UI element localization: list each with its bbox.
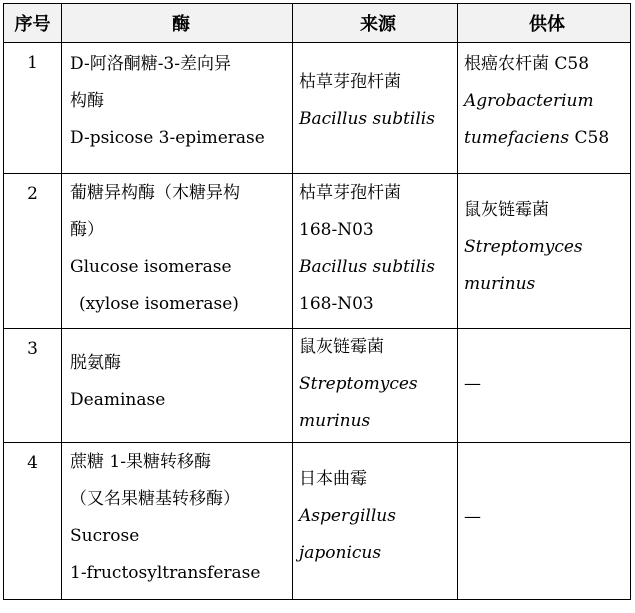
source-name-cn: 枯草芽孢杆菌	[299, 183, 401, 203]
donor-cell	[458, 443, 631, 600]
enzyme-cell	[62, 43, 293, 174]
table-row	[4, 43, 631, 174]
donor-name-latin-cont: murinus	[464, 274, 536, 294]
row-number-cell	[4, 174, 62, 329]
donor-name-latin: Agrobacterium	[464, 91, 594, 111]
enzyme-cell	[62, 174, 293, 329]
enzyme-name-cn-alt: （又名果糖基转移酶）	[70, 489, 240, 509]
row-number: 2	[27, 184, 38, 204]
header-number: 序号	[4, 4, 62, 43]
table-row	[4, 329, 631, 443]
enzyme-name-en: Deaminase	[70, 390, 166, 410]
enzyme-cell	[62, 329, 293, 443]
source-name-latin: Streptomyces	[299, 374, 418, 394]
row-number: 4	[27, 453, 38, 473]
enzyme-name-cn: 蔗糖 1-果糖转移酶	[70, 452, 211, 472]
donor-name-cn: 根癌农杆菌 C58	[464, 54, 590, 74]
enzyme-name-en: Sucrose	[70, 526, 140, 546]
enzyme-table	[3, 3, 631, 600]
table-row	[4, 443, 631, 600]
row-number: 1	[27, 53, 38, 73]
enzyme-name-cn-cont: 酶）	[70, 220, 104, 240]
source-name-latin-cont: japonicus	[299, 543, 382, 563]
donor-cell	[458, 43, 631, 174]
source-name-latin: Bacillus subtilis	[299, 257, 435, 277]
source-cell	[293, 174, 458, 329]
enzyme-name-en-alt: (xylose isomerase)	[79, 294, 239, 314]
header-donor: 供体	[458, 4, 631, 43]
source-name-latin: Bacillus subtilis	[299, 109, 435, 129]
source-name-cn: 鼠灰链霉菌	[299, 337, 384, 357]
source-cell	[293, 443, 458, 600]
row-number-cell	[4, 329, 62, 443]
source-name-cn: 枯草芽孢杆菌	[299, 72, 401, 92]
enzyme-name-cn: D-阿洛酮糖-3-差向异	[70, 54, 231, 74]
donor-empty-dash: —	[464, 507, 481, 527]
donor-name-latin: Streptomyces	[464, 237, 583, 257]
source-cell	[293, 43, 458, 174]
enzyme-name-cn-cont: 构酶	[70, 91, 104, 111]
source-strain: 168-N03	[299, 220, 374, 240]
header-row	[4, 4, 631, 43]
enzyme-name-en-cont: 1-fructosyltransferase	[70, 563, 261, 583]
donor-cell	[458, 174, 631, 329]
source-name-latin-cont: murinus	[299, 411, 371, 431]
donor-cell	[458, 329, 631, 443]
donor-name-cn: 鼠灰链霉菌	[464, 200, 549, 220]
row-number: 3	[27, 339, 38, 359]
enzyme-cell	[62, 443, 293, 600]
row-number-cell	[4, 43, 62, 174]
enzyme-name-cn: 葡糖异构酶（木糖异构	[70, 183, 240, 203]
header-source: 来源	[293, 4, 458, 43]
row-number-cell	[4, 443, 62, 600]
source-name-latin: Aspergillus	[299, 506, 396, 526]
source-name-cn: 日本曲霉	[299, 469, 367, 489]
donor-empty-dash: —	[464, 374, 481, 394]
enzyme-name-cn: 脱氨酶	[70, 353, 121, 373]
donor-name-latin-cont: tumefaciens C58	[464, 128, 610, 148]
donor-species: tumefaciens	[464, 128, 570, 148]
source-strain-latin: 168-N03	[299, 294, 374, 314]
enzyme-name-en: D-psicose 3-epimerase	[70, 128, 265, 148]
header-enzyme: 酶	[62, 4, 293, 43]
table-row	[4, 174, 631, 329]
source-cell	[293, 329, 458, 443]
enzyme-name-en: Glucose isomerase	[70, 257, 232, 277]
